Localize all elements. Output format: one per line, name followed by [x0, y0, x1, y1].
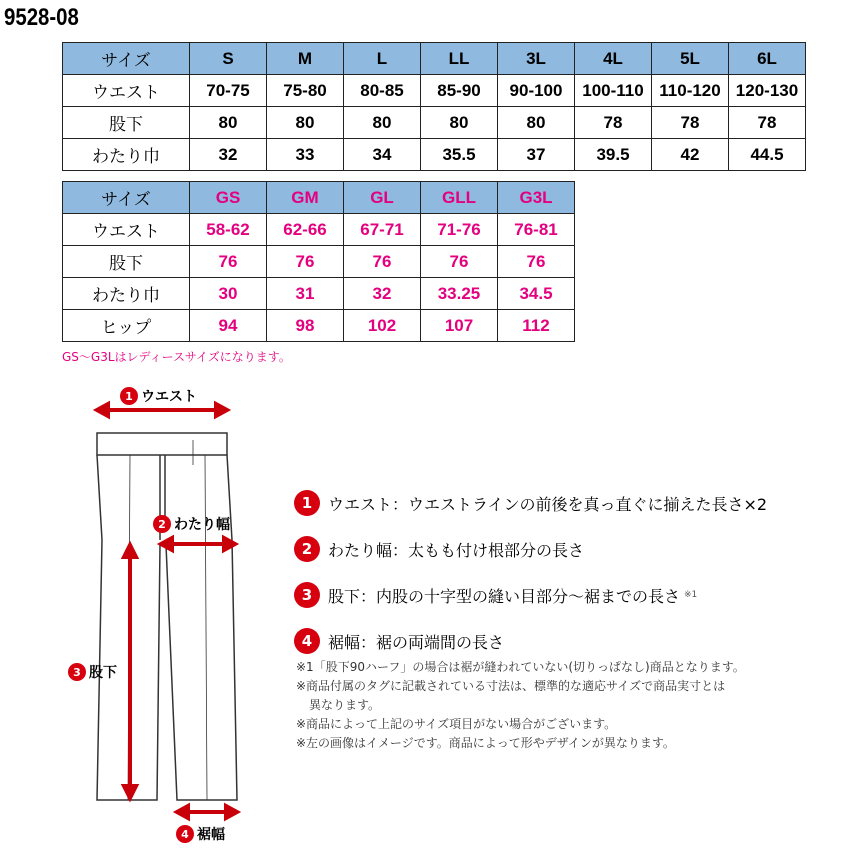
- table-cell: 78: [729, 107, 806, 139]
- number-2-icon: 2: [294, 536, 320, 562]
- legend-text: わたり幅：太もも付け根部分の長さ: [328, 540, 585, 560]
- row-label: わたり巾: [63, 278, 190, 310]
- table-cell: 44.5: [729, 139, 806, 171]
- marker-1-icon: 1: [120, 387, 138, 405]
- header-cell: M: [267, 43, 344, 75]
- table-cell: 32: [344, 278, 421, 310]
- legend-item: [294, 572, 767, 618]
- table-cell: 94: [190, 310, 267, 342]
- table-cell: 34: [344, 139, 421, 171]
- label-text: ウエスト: [141, 389, 197, 405]
- number-1-icon: 1: [294, 490, 320, 516]
- label-text: 裾幅: [197, 827, 225, 843]
- header-cell: L: [344, 43, 421, 75]
- header-cell: 5L: [652, 43, 729, 75]
- table-cell: 76: [267, 246, 344, 278]
- table-cell: 110-120: [652, 75, 729, 107]
- table-cell: 67-71: [344, 214, 421, 246]
- note-line: ※商品によって上記のサイズ項目がない場合がございます。: [296, 717, 617, 731]
- table-cell: 80: [267, 107, 344, 139]
- table-cell: 76: [421, 246, 498, 278]
- table-cell: 33.25: [421, 278, 498, 310]
- table-cell: 100-110: [575, 75, 652, 107]
- header-cell: S: [190, 43, 267, 75]
- label-text: 股下: [89, 665, 117, 681]
- table-cell: 37: [498, 139, 575, 171]
- table-cell: 32: [190, 139, 267, 171]
- table-cell: 31: [267, 278, 344, 310]
- table-cell: 76-81: [498, 214, 575, 246]
- table-cell: 107: [421, 310, 498, 342]
- row-label: わたり巾: [63, 139, 190, 171]
- table-cell: 80: [421, 107, 498, 139]
- product-code: 9528-08: [4, 4, 79, 31]
- diagram-label-waist: [120, 386, 197, 406]
- table-cell: 58-62: [190, 214, 267, 246]
- note-line: 異なります。: [309, 698, 381, 712]
- legend-text: ウエスト：ウエストラインの前後を真っ直ぐに揃えた長さ×2: [328, 494, 768, 514]
- table-cell: 71-76: [421, 214, 498, 246]
- table-cell: 75-80: [267, 75, 344, 107]
- row-label: ウエスト: [63, 214, 190, 246]
- table-cell: 98: [267, 310, 344, 342]
- notes: [296, 658, 745, 753]
- table-cell: 62-66: [267, 214, 344, 246]
- header-cell: GS: [190, 182, 267, 214]
- table-cell: 85-90: [421, 75, 498, 107]
- table-cell: 76: [190, 246, 267, 278]
- table-cell: 80: [190, 107, 267, 139]
- header-cell: GM: [267, 182, 344, 214]
- note-line: ※1「股下90ハーフ」の場合は裾が縫われていない(切りっぱなし)商品となります。: [296, 660, 745, 674]
- table-cell: 34.5: [498, 278, 575, 310]
- marker-3-icon: 3: [68, 663, 86, 681]
- row-label: ウエスト: [63, 75, 190, 107]
- table-cell: 76: [344, 246, 421, 278]
- table-cell: 33: [267, 139, 344, 171]
- marker-2-icon: 2: [153, 515, 171, 533]
- table-cell: 80: [344, 107, 421, 139]
- number-3-icon: 3: [294, 582, 320, 608]
- header-cell: G3L: [498, 182, 575, 214]
- diagram-label-thigh: [153, 514, 230, 534]
- header-cell: GLL: [421, 182, 498, 214]
- header-cell: GL: [344, 182, 421, 214]
- table-cell: 78: [652, 107, 729, 139]
- label-text: わたり幅: [174, 517, 230, 533]
- note-line: ※商品付属のタグに記載されている寸法は、標準的な適応サイズで商品実寸とは: [296, 679, 726, 693]
- measurement-legend: [294, 480, 767, 664]
- header-cell: サイズ: [63, 43, 190, 75]
- row-label: 股下: [63, 246, 190, 278]
- table-cell: 78: [575, 107, 652, 139]
- legend-item: [294, 526, 767, 572]
- header-cell: サイズ: [63, 182, 190, 214]
- table-cell: 35.5: [421, 139, 498, 171]
- header-cell: 3L: [498, 43, 575, 75]
- table-cell: 80: [498, 107, 575, 139]
- header-cell: LL: [421, 43, 498, 75]
- header-cell: 4L: [575, 43, 652, 75]
- table-cell: 120-130: [729, 75, 806, 107]
- row-label: 股下: [63, 107, 190, 139]
- table-cell: 76: [498, 246, 575, 278]
- table-cell: 102: [344, 310, 421, 342]
- legend-text: 股下：内股の十字型の縫い目部分〜裾までの長さ: [328, 586, 681, 606]
- table-cell: 39.5: [575, 139, 652, 171]
- legend-text: 裾幅：裾の両端間の長さ: [328, 632, 505, 652]
- footnote-ref: ※1: [684, 590, 698, 600]
- table-cell: 90-100: [498, 75, 575, 107]
- table-cell: 80-85: [344, 75, 421, 107]
- note-line: ※左の画像はイメージです。商品によって形やデザインが異なります。: [296, 736, 675, 750]
- ladies-note: GS〜G3Lはレディースサイズになります。: [62, 350, 291, 364]
- row-label: ヒップ: [63, 310, 190, 342]
- diagram-label-hem: [176, 824, 225, 844]
- table-cell: 70-75: [190, 75, 267, 107]
- table-cell: 30: [190, 278, 267, 310]
- header-cell: 6L: [729, 43, 806, 75]
- marker-4-icon: 4: [176, 825, 194, 843]
- number-4-icon: 4: [294, 628, 320, 654]
- table-cell: 42: [652, 139, 729, 171]
- legend-item: [294, 480, 767, 526]
- table-cell: 112: [498, 310, 575, 342]
- diagram-label-inseam: [68, 662, 117, 682]
